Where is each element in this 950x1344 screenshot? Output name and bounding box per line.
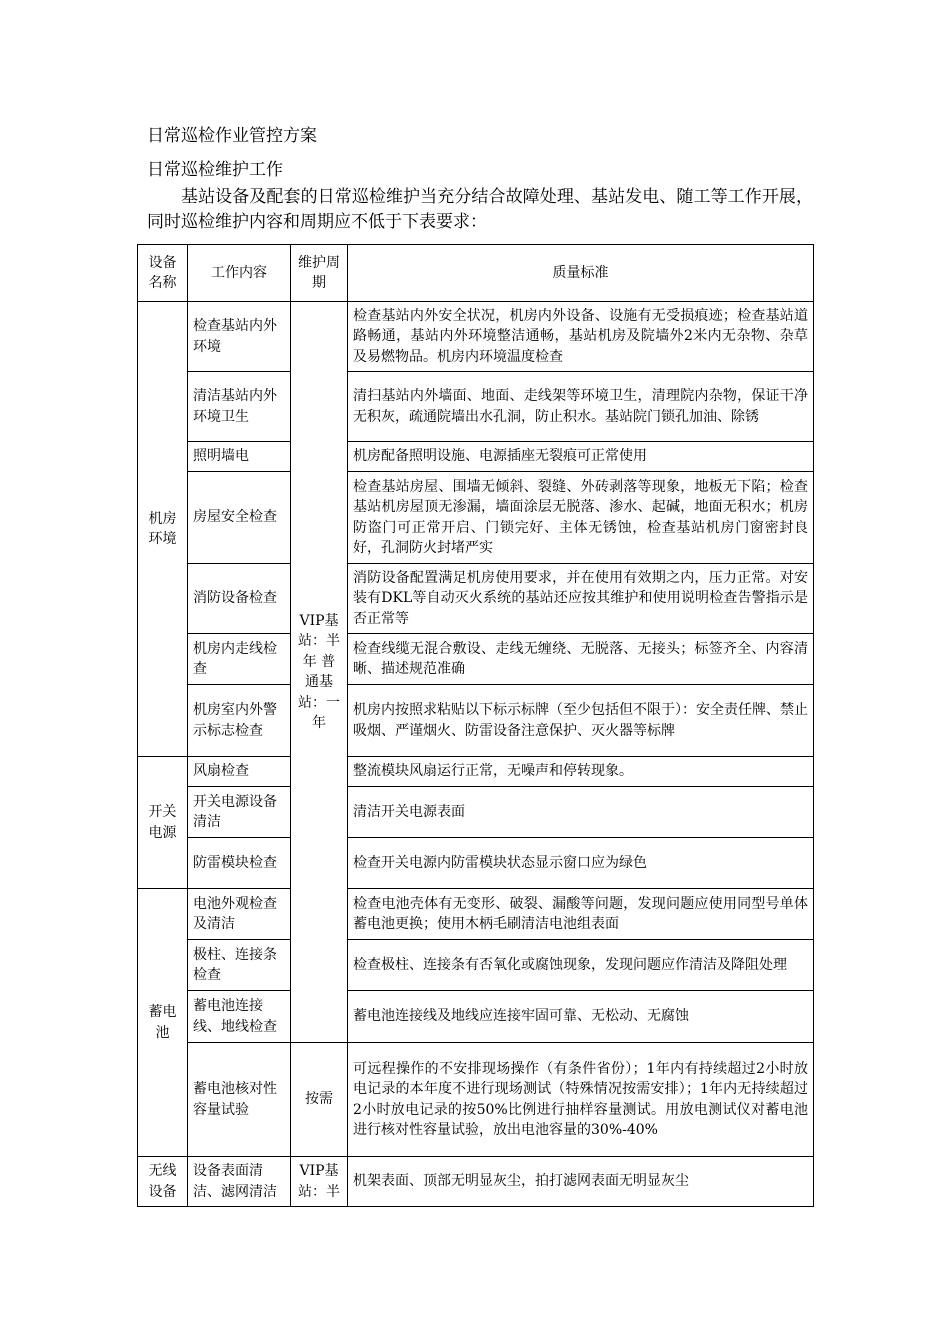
table-row [138,1043,814,1157]
period-main: VIP基站：半年 普通基站：一年 [291,302,348,1043]
row-standard: 检查电池壳体有无变形、破裂、漏酸等问题，发现问题应使用同型号单体蓄电池更换；使用木柄毛刷清洁电池组表面 [348,889,814,940]
category-wireless: 无线设备 [138,1157,188,1207]
row-standard: 检查开关电源内防雷模块状态显示窗口应为绿色 [348,838,814,889]
category-battery: 蓄电池 [138,889,188,1157]
table-header-row [138,245,814,302]
row-standard: 检查基站内外安全状况，机房内外设备、设施有无受损痕迹；检查基站道路畅通，基站内外环境整洁通畅，基站机房及院墙外2米内无杂物、杂草及易燃物品。机房内环境温度检查 [348,302,814,372]
table-row [138,1157,814,1207]
row-item: 清洁基站内外环境卫生 [188,372,291,442]
section-heading: 日常巡检维护工作 [147,160,283,180]
table-row [138,302,814,372]
row-item: 极柱、连接条检查 [188,940,291,991]
header-period: 维护周期 [291,245,348,302]
row-standard: 清扫基站内外墙面、地面、走线架等环境卫生，清理院内杂物，保证干净无积灰，疏通院墙出水孔洞，防止积水。基站院门锁孔加油、除锈 [348,372,814,442]
row-item: 蓄电池核对性容量试验 [188,1043,291,1157]
row-standard: 可远程操作的不安排现场操作（有条件省份）；1年内有持续超过2小时放电记录的本年度不进行现场测试（特殊情况按需安排）；1年内无持续超过2小时放电记录的按50%比例进行抽样容量测试。用放电测试仪对蓄电池进行核对性容量试验，放出电池容量的30%-40% [348,1043,814,1157]
row-standard: 机房配备照明设施、电源插座无裂痕可正常使用 [348,442,814,472]
row-standard: 检查基站房屋、围墙无倾斜、裂缝、外砖剥落等现象，地板无下陷；检查基站机房屋顶无渗漏，墙面涂层无脱落、渗水、起碱，地面无积水；机房防盗门可正常开启、门锁完好、主体无锈蚀，检查基站机房门窗密封良好，孔洞防火封堵严实 [348,472,814,564]
period-on-demand: 按需 [291,1043,348,1157]
table-row [138,472,814,564]
category-room: 机房环境 [138,302,188,757]
header-content: 工作内容 [188,245,291,302]
table-row [138,372,814,442]
table-row [138,838,814,889]
table-row [138,757,814,787]
row-item: 蓄电池连接线、地线检查 [188,991,291,1043]
row-standard: 检查极柱、连接条有否氧化或腐蚀现象，发现问题应作清洁及降阻处理 [348,940,814,991]
row-item: 设备表面清洁、滤网清洁 [188,1157,291,1207]
row-item: 机房内走线检查 [188,634,291,685]
intro-paragraph: 基站设备及配套的日常巡检维护当充分结合故障处理、基站发电、随工等工作开展，同时巡检维护内容和周期应不低于下表要求： [147,187,813,232]
table-row [138,787,814,838]
row-item: 风扇检查 [188,757,291,787]
row-standard: 整流模块风扇运行正常，无噪声和停转现象。 [348,757,814,787]
row-item: 房屋安全检查 [188,472,291,564]
table-row [138,940,814,991]
category-switch: 开关电源 [138,757,188,889]
maintenance-table [137,244,814,1207]
header-device: 设备名称 [138,245,188,302]
period-wireless: VIP基站：半 [291,1157,348,1207]
row-item: 机房室内外警示标志检查 [188,685,291,757]
header-standard: 质量标准 [348,245,814,302]
row-standard: 机房内按照求粘贴以下标示标牌（至少包括但不限于）：安全责任牌、禁止吸烟、严谨烟火、防雷设备注意保护、灭火器等标牌 [348,685,814,757]
table-row [138,889,814,940]
row-item: 消防设备检查 [188,564,291,634]
row-item: 开关电源设备清洁 [188,787,291,838]
document-title: 日常巡检作业管控方案 [147,126,317,146]
table-row [138,991,814,1043]
row-standard: 清洁开关电源表面 [348,787,814,838]
table-row [138,634,814,685]
table-row [138,685,814,757]
row-standard: 蓄电池连接线及地线应连接牢固可靠、无松动、无腐蚀 [348,991,814,1043]
row-standard: 消防设备配置满足机房使用要求，并在使用有效期之内，压力正常。对安装有DKL等自动灭火系统的基站还应按其维护和使用说明检查告警指示是否正常等 [348,564,814,634]
row-item: 电池外观检查及清洁 [188,889,291,940]
table-row [138,564,814,634]
row-item: 检查基站内外环境 [188,302,291,372]
row-item: 照明墙电 [188,442,291,472]
row-standard: 检查线缆无混合敷设、走线无缠绕、无脱落、无接头；标签齐全、内容清晰、描述规范准确 [348,634,814,685]
row-item: 防雷模块检查 [188,838,291,889]
row-standard: 机架表面、顶部无明显灰尘，拍打滤网表面无明显灰尘 [348,1157,814,1207]
table-row [138,442,814,472]
